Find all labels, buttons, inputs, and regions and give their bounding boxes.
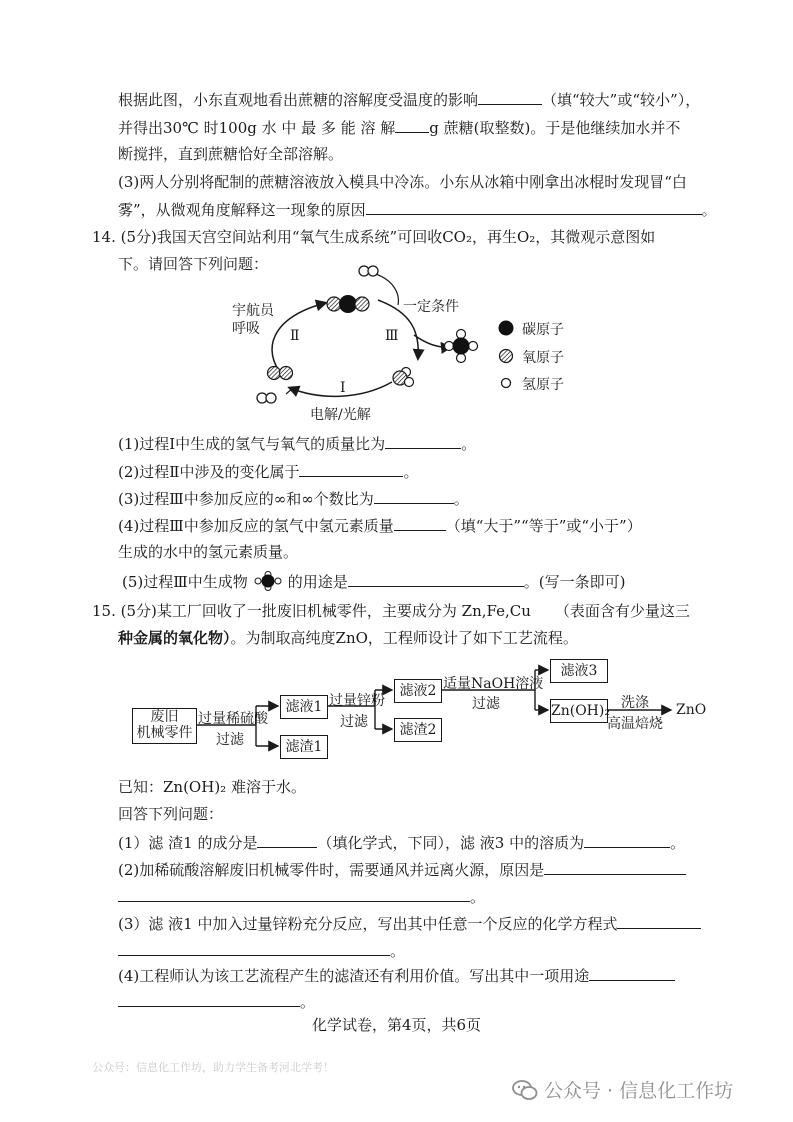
q14-sub-5: (5)过程Ⅲ中生成物 的用途是 。(写一条即可) bbox=[122, 570, 625, 593]
label-process-3: Ⅲ bbox=[385, 328, 399, 344]
label-breath-2: 呼吸 bbox=[232, 321, 260, 337]
box-residue-2: 滤渣2 bbox=[394, 718, 442, 742]
q13-line-4: (3)两人分别将配制的蔗糖溶液放入模具中冷冻。小东从冰箱中刚拿出冰棍时发现冒“白 bbox=[118, 173, 687, 191]
answer-blank[interactable] bbox=[118, 990, 300, 1007]
q15-sub-3-cont: 。 bbox=[118, 939, 405, 962]
answer-blank[interactable] bbox=[118, 885, 470, 902]
q14-sub-4-cont: 生成的水中的氢元素质量。 bbox=[118, 543, 299, 561]
q14-stem-2: 下。请回答下列问题： bbox=[118, 255, 269, 273]
q13-line-5: 雾”，从微观角度解释这一现象的原因 。 bbox=[118, 198, 717, 221]
label-breath-1: 宇航员 bbox=[232, 303, 274, 319]
box-filtrate-2: 滤液2 bbox=[394, 679, 442, 703]
product-zno: ZnO bbox=[676, 702, 707, 718]
box-zinc-hydroxide: Zn(OH)₂ bbox=[550, 699, 608, 723]
q13-line-2: 并得出30℃ 时100g 水 中 最 多 能 溶 解 g 蔗糖(取整数)。于是他继续加水并不 bbox=[118, 116, 680, 139]
box-filtrate-1: 滤液1 bbox=[280, 695, 328, 719]
q15-known: 已知：Zn(OH)₂ 难溶于水。 bbox=[118, 778, 306, 796]
page-footer: 化学试卷，第4页，共6页 bbox=[311, 1016, 482, 1034]
watermark-text: 公众号：信息化工作坊，助力学生备考河北学考！ bbox=[92, 1061, 334, 1074]
step4-operation-2: 高温焙烧 bbox=[607, 716, 663, 732]
answer-blank[interactable] bbox=[617, 912, 701, 929]
q13-line-1: 根据此图，小东直观地看出蔗糖的溶解度受温度的影响 （填“较大”或“较小”）， bbox=[118, 88, 700, 111]
label-process-1: Ⅰ bbox=[340, 380, 346, 396]
step1-reagent: 过量稀硫酸 bbox=[198, 711, 268, 727]
wechat-icon bbox=[512, 1079, 538, 1101]
q14-sub-3: (3)过程Ⅲ中参加反应的∞和∞个数比为 。 bbox=[118, 487, 469, 510]
step3-operation: 过滤 bbox=[472, 696, 500, 712]
answer-blank[interactable] bbox=[584, 831, 670, 848]
box-residue-1: 滤渣1 bbox=[280, 735, 328, 759]
q15-sub-2: (2)加稀硫酸溶解废旧机械零件时，需要通风并远离火源，原因是 bbox=[118, 858, 686, 881]
q15-sub-2-cont: 。 bbox=[118, 885, 485, 908]
answer-blank[interactable] bbox=[544, 858, 686, 875]
step2-reagent: 过量锌粉 bbox=[329, 693, 385, 709]
q14-sub-1: (1)过程Ⅰ中生成的氢气与氧气的质量比为 。 bbox=[118, 432, 476, 455]
label-electrolysis: 电解/光解 bbox=[310, 407, 371, 423]
q15-sub-4-cont: 。 bbox=[118, 990, 315, 1013]
step4-operation-1: 洗涤 bbox=[621, 695, 649, 711]
step3-reagent: 适量NaOH溶液 bbox=[443, 676, 544, 692]
answer-blank[interactable] bbox=[257, 831, 317, 848]
step2-operation: 过滤 bbox=[340, 714, 368, 730]
q14-sub-4: (4)过程Ⅲ中参加反应的氢气中氢元素质量 （填“大于”“等于”或“小于”） bbox=[118, 514, 642, 537]
box-filtrate-3: 滤液3 bbox=[550, 659, 608, 683]
answer-blank[interactable] bbox=[589, 964, 675, 981]
q14-stem-1: 14. (5分)我国天宫空间站利用“氧气生成系统”可回收CO₂，再生O₂，其微观示意图如 bbox=[92, 228, 656, 246]
q14-sub-2: (2)过程Ⅱ中涉及的变化属于 。 bbox=[118, 460, 418, 483]
q15-sub-1: (1）滤 渣1 的成分是 （填化学式，下同），滤 液3 中的溶质为 。 bbox=[118, 831, 685, 854]
q15-stem-1: 15. (5分)某工厂回收了一批废旧机械零件，主要成分为 Zn,Fe,Cu （表面含有少量这三 bbox=[92, 602, 690, 620]
answer-blank[interactable] bbox=[118, 939, 390, 956]
box-scrap-parts: 废旧 机械零件 bbox=[132, 708, 197, 744]
q15-sub-4: (4)工程师认为该工艺流程产生的滤渣还有利用价值。写出其中一项用途 bbox=[118, 964, 675, 987]
q15-stem-2: 种金属的氧化物）。为制取高纯度ZnO，工程师设计了如下工艺流程。 bbox=[118, 629, 578, 647]
label-process-2: Ⅱ bbox=[290, 328, 300, 344]
q13-line-3: 断搅拌，直到蔗糖恰好全部溶解。 bbox=[118, 145, 344, 163]
legend-hydrogen: 氢原子 bbox=[522, 377, 564, 393]
label-condition: 一定条件 bbox=[403, 299, 459, 315]
legend-oxygen: 氧原子 bbox=[522, 350, 564, 366]
q15-answer-prompt: 回答下列问题： bbox=[118, 805, 224, 823]
q15-sub-3: (3）滤 液1 中加入过量锌粉充分反应，写出其中任意一个反应的化学方程式 bbox=[118, 912, 701, 935]
legend-carbon: 碳原子 bbox=[522, 322, 564, 338]
step1-operation: 过滤 bbox=[216, 732, 244, 748]
watermark-brand: 公众号 · 信息化工作坊 bbox=[512, 1076, 733, 1103]
